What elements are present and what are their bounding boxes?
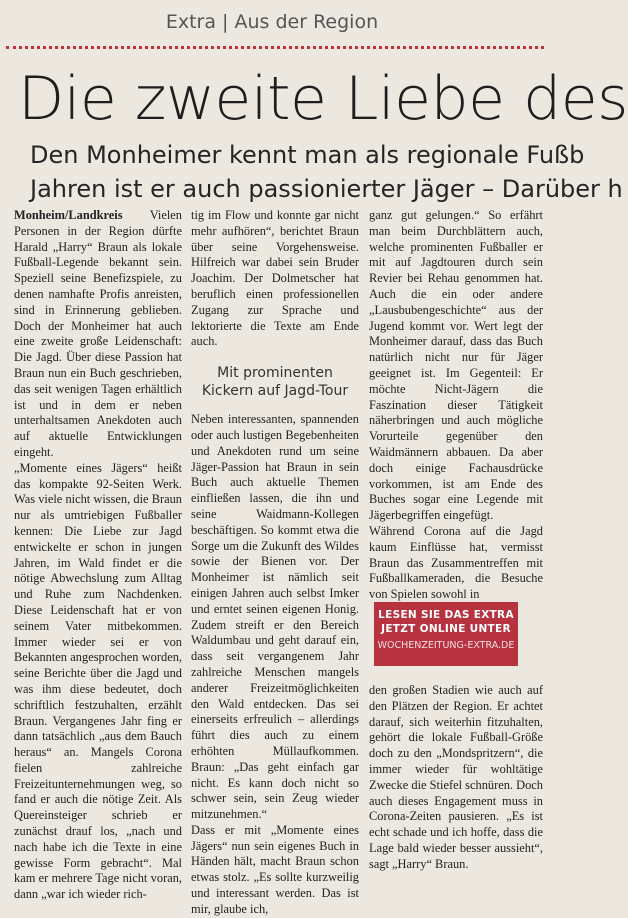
article-paragraph: Neben interessanten, spannenden oder auch lustigen Begebenheiten und Anekdoten rund um seine Jäger-Passion hat Braun in sein Buch auch aktuelle Themen einfließen lassen, die ihn und seine Waidmann-Kollegen beschäftigen. So kommt etwa die Sorge um die Zukunft des Wildes sowie der Bienen vor. Der Monheimer ist nämlich seit einigen Jahren auch selbst Imker und erntet seinen eigenen Honig. Zudem streift er den Bereich Waldumbau und geht darauf ein, dass seit vergangenem Jahr zahlreiche Menschen mangels anderer Freizeitmöglichkeiten den Wald entdecken. Das sei einerseits erfreulich – allerdings führt dies auch zu einem erhöhten Müllaufkommen. Braun: „Das geht einfach gar nicht. Es kann doch nicht so schwer sein, sein Zeug wieder mitzunehmen.“ xyxy=(191,412,359,822)
promo-box xyxy=(374,602,518,666)
promo-line-1: LESEN SIE DAS EXTRA xyxy=(378,609,514,621)
dateline: Monheim/Landkreis xyxy=(14,208,123,222)
promo-url: WOCHENZEITUNG-EXTRA.DE xyxy=(377,640,515,651)
article-paragraph: ganz gut gelungen.“ So erfährt man beim Durchblättern auch, welche prominenten Fußballer er mit auf Jagdtouren durch sein Revier bei Rehau genommen hat. Auch die ein oder andere „Lausbubengeschichte“ aus der Jugend kommt vor. Wert legt der Monheimer darauf, dass das Buch natürlich nicht nur für Jäger geeignet ist. Im Gegenteil: Er möchte Nicht-Jägern die Faszination dieser Tätigkeit näherbringen und auch mögliche Vorurteile gegenüber den Waidmännern abbauen. Da aber doch einige Fachausdrücke vorkommen, ist am Ende des Buches sogar eine Legende mit Jägerbegriffen eingefügt. xyxy=(369,208,543,523)
subheadline-line-1: Den Monheimer kennt man als regionale Fußb xyxy=(30,141,585,169)
article-paragraph: tig im Flow und konnte gar nicht mehr aufhören“, berichtet Braun über seine Vorgehensweise. Hilfreich war dabei sein Bruder Joachim. Der Dolmetscher hat beruflich einen professionellen Zugang zur Sprache und lektorierte die Texte am Ende auch. xyxy=(191,208,359,349)
section-label: Extra | Aus der Region xyxy=(165,11,379,33)
promo-line-2: JETZT ONLINE UNTER xyxy=(381,623,511,635)
subheadline xyxy=(30,138,623,206)
article-paragraph: Während Corona auf die Jagd kaum Einflüsse hat, vermisst Braun das Zusammentreffen mit Fußballkameraden, die Besuche von Spielen sowohl in xyxy=(369,523,543,602)
headline: Die zweite Liebe des xyxy=(18,64,628,134)
article-column-2 xyxy=(191,208,359,918)
article-paragraph: den großen Stadien wie auch auf den Plätzen der Region. Er achtet darauf, sich weiterhin fitzuhalten, gehört die lokale Fußball-Größe doch zu den „Mondspritzern“, die immer wieder für wohltätige Zwecke die Stiefel schnüren. Doch auch dieses Engagement muss in Corona-Zeiten pausieren. „Es ist echt schade und ich hoffe, dass die Lage bald wieder besser aussieht“, sagt „Harry“ Braun. xyxy=(369,682,543,871)
subheadline-line-2: Jahren ist er auch passionierter Jäger – Darüber h xyxy=(30,175,623,203)
article-column-3 xyxy=(369,208,543,872)
article-paragraph xyxy=(14,208,182,461)
article-paragraph: Dass er mit „Momente eines Jägers“ nun sein eigenes Buch in Händen hält, macht Braun schon etwas stolz. „Es sollte kurzweilig und interessant werden. Das ist mir, glaube ich, xyxy=(191,822,359,916)
section-divider xyxy=(6,46,544,49)
article-paragraph: „Momente eines Jägers“ heißt das kompakte 92-Seiten Werk. Was viele nicht wissen, die Braun nur als umtriebigen Fußballer kennen: Die Liebe zur Jagd entwickelte er schon in jungen Jahren, im Wald findet er die nötige Abwechslung zum Alltag und Ruhe zum Nachdenken. Diese Leidenschaft hat er von seinem Vater mitbekommen. Immer wieder sei er von Bekannten angesprochen worden, seine Berichte über die Jagd und was ihm diese bedeutet, doch schriftlich festzuhalten, erzählt Braun. Vergangenes Jahr fing er dann tatsächlich „aus dem Bauch heraus“ an. Mangels Corona fielen zahlreiche Freizeitunternehmungen weg, so fand er auch die nötige Zeit. Als Quereinsteiger schrieb er zunächst drauf los, „nach und nach habe ich die Texte in eine gewisse Form gebracht“. Mal kam er mehrere Tage nicht voran, dann „war ich wieder rich- xyxy=(14,460,182,902)
article-column-1 xyxy=(14,208,182,903)
paragraph-text: Vielen Personen in der Region dürfte Harald „Harry“ Braun als lokale Fußball-Legende bekannt sein. Speziell seine Benefizspiele, zu denen namhafte Profis anreisten, sind in Erinnerung geblieben. Doch der Monheimer hat auch eine zweite große Leidenschaft: Die Jagd. Über diese Passion hat Braun nun ein Buch geschrieben, das seit wenigen Tagen erhältlich ist und in dem er neben unterhaltsamen Anekdoten auch auf aktuelle Entwicklungen eingeht. xyxy=(14,208,182,459)
article-subheading: Mit prominenten Kickern auf Jagd-Tour xyxy=(201,365,349,400)
